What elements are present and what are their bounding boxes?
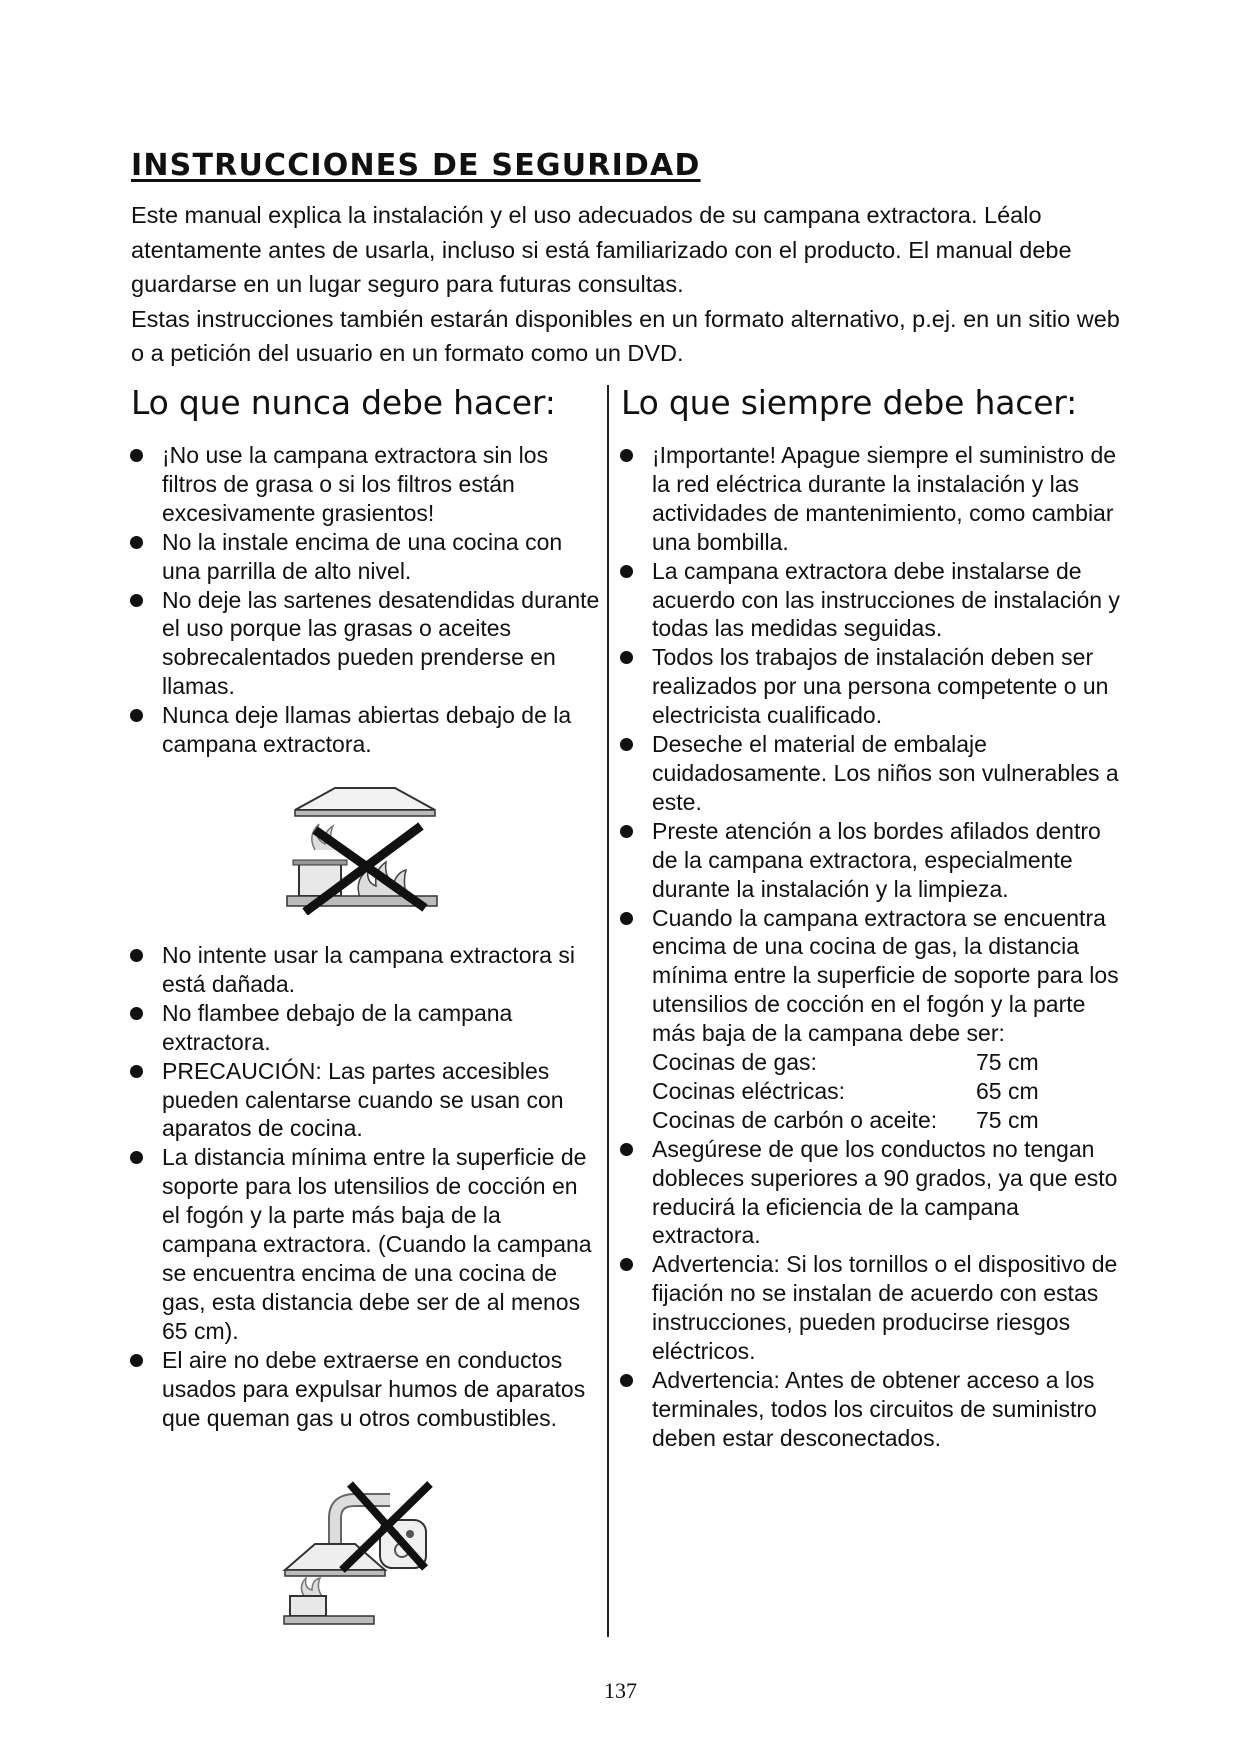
list-item: El aire no debe extraerse en conductos usados para expulsar humos de aparatos que queman gas u otros combustibles. (130, 1346, 600, 1433)
distance-row-value: 65 cm (976, 1077, 1039, 1104)
list-item: Asegúrese de que los conductos no tengan dobleces superiores a 90 grados, ya que esto reducirá la eficiencia de la campana extractora. (620, 1135, 1120, 1251)
distance-row-label: Cocinas de gas: (652, 1049, 817, 1076)
column-divider (607, 385, 609, 1637)
list-item: No la instale encima de una cocina con una parrilla de alto nivel. (130, 528, 600, 586)
distance-row-value: 75 cm (976, 1106, 1039, 1133)
list-item: No intente usar la campana extractora si está dañada. (130, 941, 600, 999)
list-item: ¡Importante! Apague siempre el suministro de la red eléctrica durante la instalación y las actividades de mantenimiento, como cambiar una bombilla. (620, 441, 1120, 557)
intro-paragraph: Este manual explica la instalación y el uso adecuados de su campana extractora. Léalo atentamente antes de usarla, incluso si está familiarizado con el producto. El manual debe guardarse en un lugar seguro para futuras consultas. (131, 202, 1072, 297)
distance-row (652, 1048, 1120, 1077)
duct-with-gas-appliance-illustration (280, 1478, 440, 1628)
list-item: ¡No use la campana extractora sin los filtros de grasa o si los filtros están excesivamente grasientos! (130, 441, 600, 528)
hood-over-open-flame-illustration (285, 780, 445, 915)
list-item: Preste atención a los bordes afilados dentro de la campana extractora, especialmente durante la instalación y la limpieza. (620, 817, 1120, 904)
distance-row-value: 75 cm (976, 1049, 1039, 1076)
distance-row (652, 1077, 1120, 1106)
range-hood-icon (295, 788, 435, 816)
always-list (620, 441, 1120, 1453)
always-heading: Lo que siempre debe hacer: (621, 383, 1078, 422)
list-item: No deje las sartenes desatendidas durante el uso porque las grasas o aceites sobrecalentados pueden prenderse en llamas. (130, 586, 600, 702)
list-item: Nunca deje llamas abiertas debajo de la campana extractora. (130, 701, 600, 759)
list-item: Deseche el material de embalaje cuidadosamente. Los niños son vulnerables a este. (620, 730, 1120, 817)
distance-intro-text: Cuando la campana extractora se encuentra encima de una cocina de gas, la distancia mínima entre la superficie de soporte para los utensilios de cocción en el fogón y la parte más baja de la campana debe ser: (652, 904, 1119, 1047)
distance-list-item (620, 904, 1120, 1135)
distance-row-label: Cocinas eléctricas: (652, 1077, 846, 1104)
list-item: Advertencia: Si los tornillos o el dispositivo de fijación no se instalan de acuerdo con estas instrucciones, pueden producirse riesgos eléctricos. (620, 1250, 1120, 1366)
list-item: No flambee debajo de la campana extractora. (130, 999, 600, 1057)
list-item: Advertencia: Antes de obtener acceso a los terminales, todos los circuitos de suministro deben estar desconectados. (620, 1366, 1120, 1453)
range-hood-icon (285, 1544, 385, 1576)
distance-row-label: Cocinas de carbón o aceite: (652, 1106, 938, 1133)
never-list-bottom (130, 941, 600, 1432)
page-title: INSTRUCCIONES DE SEGURIDAD (131, 148, 701, 183)
pot-with-steam-icon (290, 1578, 326, 1616)
list-item: La campana extractora debe instalarse de acuerdo con las instrucciones de instalación y todas las medidas seguidas. (620, 557, 1120, 644)
never-heading: Lo que nunca debe hacer: (131, 383, 556, 422)
distance-row (652, 1106, 1120, 1135)
list-item: La distancia mínima entre la superficie de soporte para los utensilios de cocción en el fogón y la parte más baja de la campana extractora. (Cuando la campana se encuentra encima de una cocina de gas, esta distancia debe ser de al menos 65 cm). (130, 1143, 600, 1345)
never-list-top (130, 441, 600, 759)
cooktop-icon (284, 1616, 374, 1624)
list-item: PRECAUCIÓN: Las partes accesibles pueden calentarse cuando se usan con aparatos de cocina. (130, 1057, 600, 1144)
list-item: Todos los trabajos de instalación deben ser realizados por una persona competente o un electricista cualificado. (620, 643, 1120, 730)
intro-text (131, 198, 1121, 371)
intro-paragraph: Estas instrucciones también estarán disponibles en un formato alternativo, p.ej. en un sitio web o a petición del usuario en un formato como un DVD. (131, 305, 1120, 366)
page-number: 137 (604, 1678, 637, 1703)
